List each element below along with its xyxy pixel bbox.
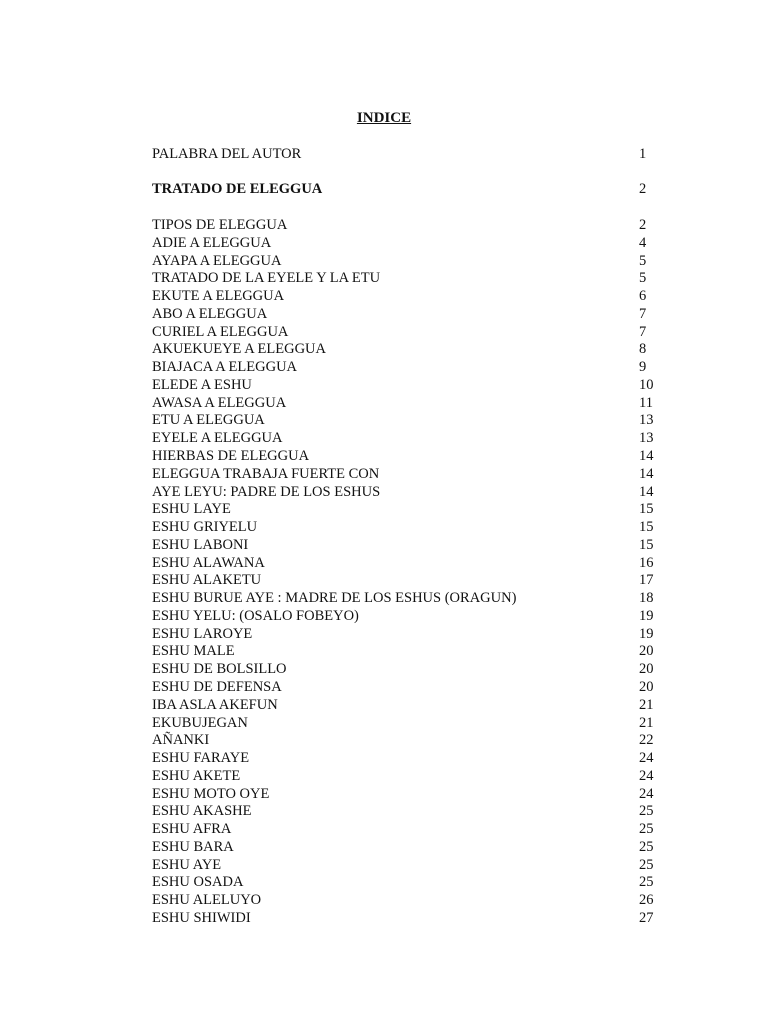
toc-entry-page: 14 [639,483,654,500]
toc-entry-page: 15 [639,536,654,553]
toc-entry-page: 25 [639,803,654,820]
toc-entry-page: 27 [639,910,654,927]
toc-entry-page: 1 [639,146,647,162]
toc-entry-label: EKUTE A ELEGGUA [152,288,285,305]
toc-entry-page: 14 [639,448,654,464]
toc-entry-page: 2 [639,217,647,233]
toc-entry-label: ESHU FARAYE [152,750,250,767]
toc-entry-page: 16 [639,554,654,571]
toc-entry-label: TRATADO DE LA EYELE Y LA ETU [152,270,381,287]
toc-entry-label: ESHU AFRA [152,821,232,838]
toc-entry-label: ESHU BURUE AYE : MADRE DE LOS ESHUS (ORAGUN) [152,590,517,607]
toc-entry [152,589,652,607]
toc-entry [152,802,652,820]
toc-entry-label: PALABRA DEL AUTOR [152,146,302,162]
toc-entry-page: 14 [639,465,654,482]
toc-entry-page: 17 [639,572,654,589]
toc-entry [152,287,652,305]
toc-entry-page: 20 [639,661,654,678]
toc-entry-label: ESHU LAROYE [152,625,253,642]
toc-entry [152,749,652,767]
toc-entry-label: EYELE A ELEGGUA [152,430,283,447]
toc-entry-label: ESHU MALE [152,643,235,660]
toc-entry-page: 6 [639,288,647,305]
toc-entry-page: 21 [639,696,654,713]
toc-entry-page: 7 [639,323,647,340]
toc-entry-page: 10 [639,376,654,393]
toc-entry [152,234,652,252]
toc-entry-page: 26 [639,892,654,909]
toc-entry-label: ESHU DE DEFENSA [152,679,282,696]
toc-entry [152,625,652,643]
toc-entry-label: EKUBUJEGAN [152,714,248,731]
toc-section-heading [152,180,652,198]
toc-entry [152,571,652,589]
toc-entry-label: ELEGGUA TRABAJA FUERTE CON [152,465,380,482]
toc-entry-label: ETU A ELEGGUA [152,412,265,429]
toc-entry-page: 24 [639,750,654,767]
toc-entry [152,554,652,572]
toc-entry-label: ESHU LABONI [152,536,249,553]
toc-entry [152,767,652,785]
toc-entry [152,607,652,625]
toc-entry [152,500,652,518]
toc-entry-label: ESHU ALELUYO [152,892,262,909]
toc-entry-label: ESHU OSADA [152,874,244,891]
toc-entry-label: ESHU GRIYELU [152,519,258,536]
toc-entry [152,269,652,287]
toc-entry-label: ESHU AKASHE [152,803,252,820]
toc-entry-page: 25 [639,838,654,855]
toc-entry-label: AÑANKI [152,732,210,749]
toc-entry-page: 13 [639,430,654,447]
toc-entry-page: 20 [639,679,654,696]
toc-entry-label: AKUEKUEYE A ELEGGUA [152,341,326,358]
toc-section-label: TRATADO DE ELEGGUA [152,181,323,197]
toc-entry-page: 11 [639,394,653,411]
toc-entry-page: 15 [639,519,654,536]
toc-entry [152,518,652,536]
toc-entry-label: ESHU YELU: (OSALO FOBEYO) [152,607,359,624]
toc-entry-page: 7 [639,305,647,322]
toc-entry [152,642,652,660]
toc-entry [152,447,652,465]
toc-entry [152,536,652,554]
toc-entry-label: ESHU MOTO OYE [152,785,270,802]
toc-entry-page: 15 [639,501,654,518]
toc-entry-label: AYE LEYU: PADRE DE LOS ESHUS [152,483,381,500]
toc-entry-label: HIERBAS DE ELEGGUA [152,448,310,464]
toc-entry-label: ELEDE A ESHU [152,376,252,393]
toc-entry [152,660,652,678]
toc-entry-label: ESHU LAYE [152,501,231,518]
toc-entry [152,873,652,891]
toc-entry [152,358,652,376]
toc-entry-label: ESHU SHIWIDI [152,910,251,927]
toc-entry [152,731,652,749]
toc-entry [152,252,652,270]
toc-entry-page: 9 [639,359,647,376]
toc-entry [152,785,652,803]
toc-entry-page: 25 [639,874,654,891]
toc-entry-page: 5 [639,252,647,269]
toc-entry-page: 18 [639,590,654,607]
toc-entry [152,838,652,856]
toc-entry-label: IBA ASLA AKEFUN [152,696,278,713]
toc-entry-label: BIAJACA A ELEGGUA [152,359,298,376]
toc-entry-page: 21 [639,714,654,731]
toc-entry [152,145,652,163]
toc-entry-label: AWASA A ELEGGUA [152,394,287,411]
toc-entry [152,678,652,696]
toc-entry [152,340,652,358]
toc-entry-page: 24 [639,785,654,802]
toc-entry [152,483,652,501]
toc-entry-page: 4 [639,234,647,251]
toc-entry-label: ESHU AYE [152,856,222,873]
toc-entry-label: ESHU DE BOLSILLO [152,661,287,678]
toc-entry-label: AYAPA A ELEGGUA [152,252,282,269]
toc-entry [152,323,652,341]
toc-entry [152,216,652,234]
index-title: INDICE [356,110,412,126]
toc-entry [152,909,652,927]
toc-entry-page: 8 [639,341,647,358]
toc-entry-page: 22 [639,732,654,749]
toc-entry-label: ESHU BARA [152,838,234,855]
toc-entry-page: 13 [639,412,654,429]
toc-entry-label: CURIEL A ELEGGUA [152,323,289,340]
toc-entry-label: ADIE A ELEGGUA [152,234,272,251]
toc-entry-page: 25 [639,821,654,838]
toc-entry [152,429,652,447]
toc-entry-page: 20 [639,643,654,660]
toc-entry [152,856,652,874]
toc-entry [152,891,652,909]
toc-entry-label: ESHU ALAWANA [152,554,265,571]
toc-entry-label: ABO A ELEGGUA [152,305,268,322]
toc-entry-page: 19 [639,607,654,624]
toc-entry-page: 24 [639,767,654,784]
toc-entry [152,411,652,429]
toc-entry [152,714,652,732]
toc-entry-page: 25 [639,856,654,873]
toc-section-page: 2 [639,181,647,197]
toc-entry-page: 5 [639,270,647,287]
toc-entry-label: ESHU ALAKETU [152,572,262,589]
toc-entry-page: 19 [639,625,654,642]
toc-entry [152,820,652,838]
toc-entry [152,376,652,394]
toc-entry [152,305,652,323]
toc-entry [152,394,652,412]
toc-entry-label: ESHU AKETE [152,767,241,784]
toc-entry [152,696,652,714]
toc-entry-label: TIPOS DE ELEGGUA [152,217,288,233]
toc-entry [152,465,652,483]
